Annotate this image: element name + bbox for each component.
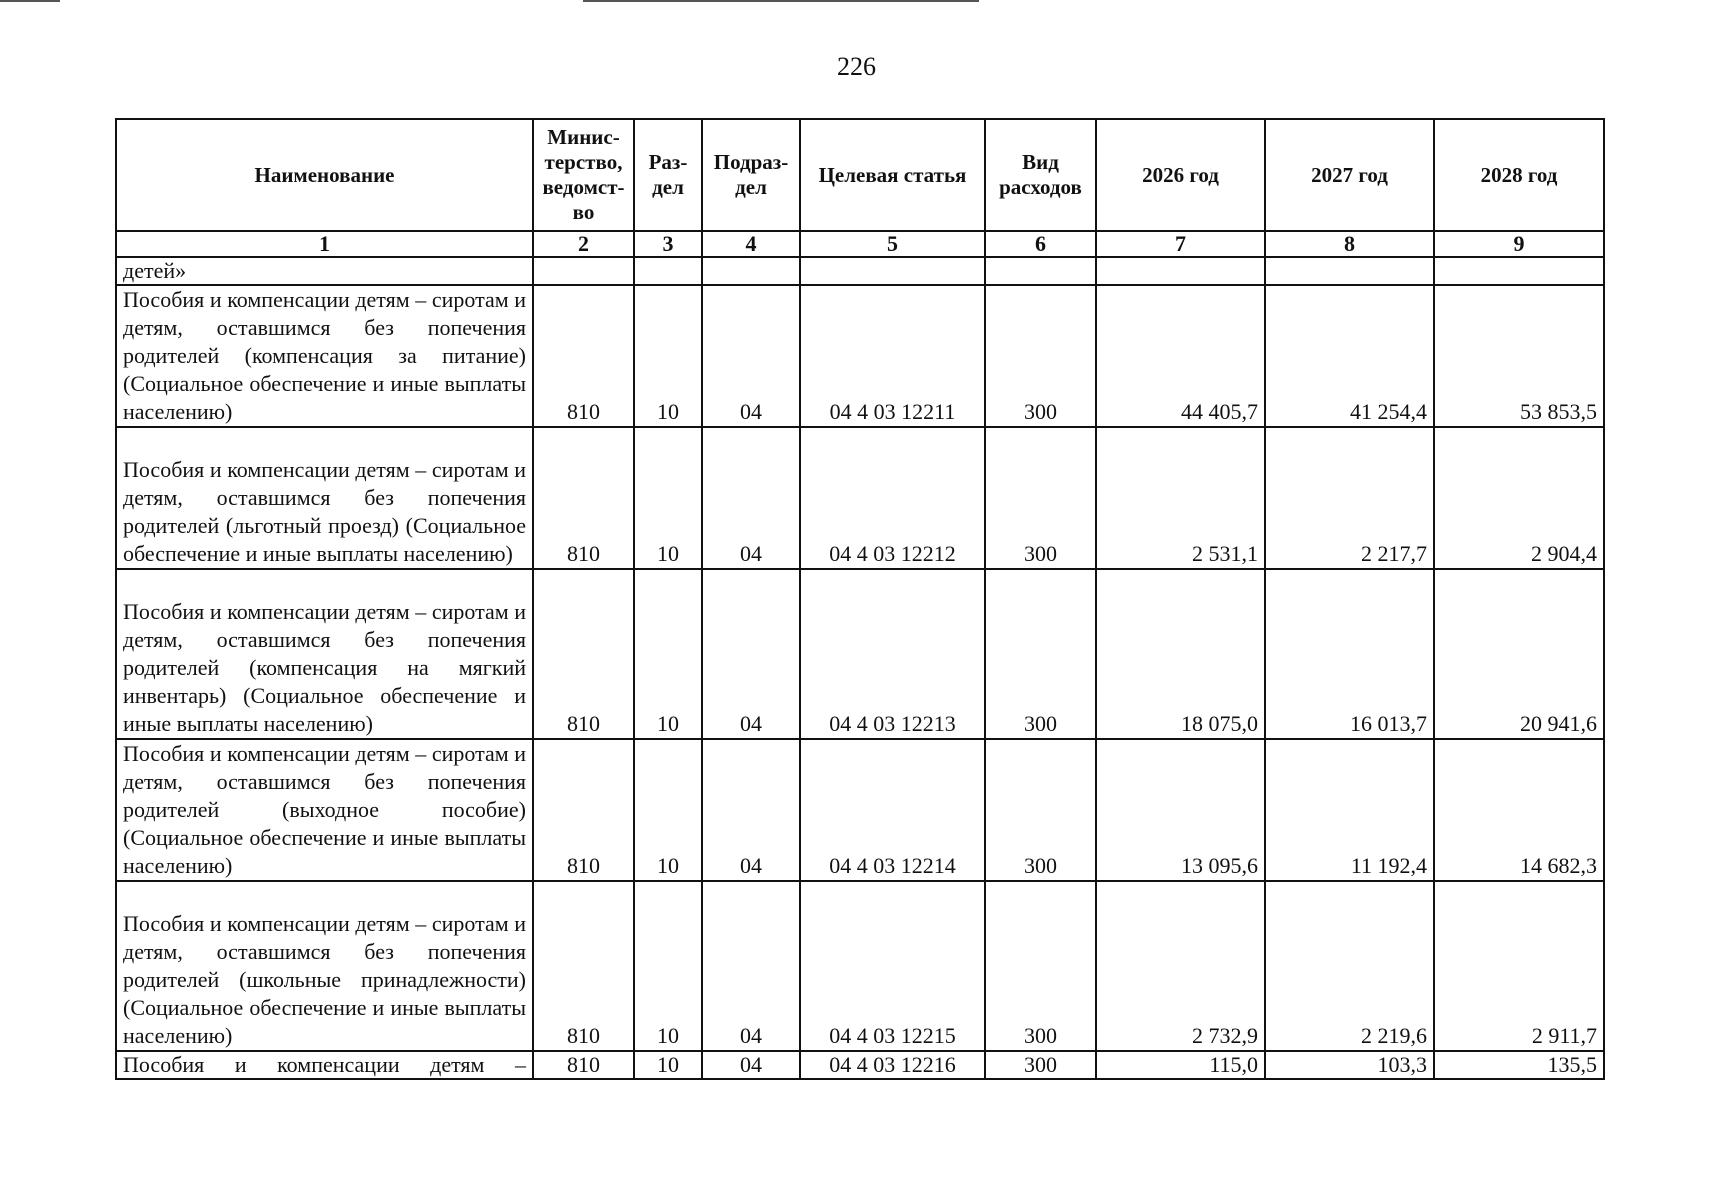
table-row <box>116 1051 1604 1079</box>
empty-cell <box>634 257 702 285</box>
header-2028: 2028 год <box>1434 119 1604 231</box>
page-number: 226 <box>837 52 876 81</box>
empty-cell <box>702 257 800 285</box>
column-number: 6 <box>985 231 1096 257</box>
row-name: Пособия и компенсации детям – сиротам и детям, оставшимся без попечения родителей (школьные принадлежности) (Социальное обеспечение и иные выплаты населению) <box>116 881 533 1051</box>
row-ministry: 810 <box>533 739 634 881</box>
row-vid: 300 <box>985 739 1096 881</box>
continuation-row <box>116 257 1604 285</box>
row-ministry: 810 <box>533 427 634 569</box>
continuation-text: детей» <box>116 257 533 285</box>
row-name: Пособия и компенсации детям – сиротам и детям, оставшимся без попечения родителей (льготный проезд) (Социальное обеспечение и иные выплаты населению) <box>116 427 533 569</box>
header-name: Наименование <box>116 119 533 231</box>
row-ministry: 810 <box>533 1051 634 1079</box>
table-row <box>116 881 1604 1051</box>
table-row <box>116 427 1604 569</box>
row-vid: 300 <box>985 427 1096 569</box>
row-vid: 300 <box>985 285 1096 427</box>
empty-cell <box>985 257 1096 285</box>
top-rule-center <box>583 0 979 2</box>
table-row <box>116 569 1604 739</box>
row-2028: 2 904,4 <box>1434 427 1604 569</box>
row-2027: 2 219,6 <box>1265 881 1434 1051</box>
row-celevaya: 04 4 03 12216 <box>800 1051 985 1079</box>
budget-table <box>115 118 1605 1080</box>
header-row <box>116 119 1604 231</box>
row-celevaya: 04 4 03 12212 <box>800 427 985 569</box>
row-razdel: 10 <box>634 569 702 739</box>
column-number: 1 <box>116 231 533 257</box>
row-razdel: 10 <box>634 427 702 569</box>
row-celevaya: 04 4 03 12213 <box>800 569 985 739</box>
row-ministry: 810 <box>533 881 634 1051</box>
row-2027: 16 013,7 <box>1265 569 1434 739</box>
column-number: 7 <box>1096 231 1265 257</box>
row-2026: 115,0 <box>1096 1051 1265 1079</box>
row-2026: 44 405,7 <box>1096 285 1265 427</box>
empty-cell <box>533 257 634 285</box>
column-number: 9 <box>1434 231 1604 257</box>
row-2027: 2 217,7 <box>1265 427 1434 569</box>
row-ministry: 810 <box>533 285 634 427</box>
row-podrazdel: 04 <box>702 739 800 881</box>
row-vid: 300 <box>985 1051 1096 1079</box>
row-ministry: 810 <box>533 569 634 739</box>
row-razdel: 10 <box>634 1051 702 1079</box>
empty-cell <box>1096 257 1265 285</box>
header-vid: Вид расходов <box>985 119 1096 231</box>
header-2026: 2026 год <box>1096 119 1265 231</box>
row-2028: 20 941,6 <box>1434 569 1604 739</box>
top-rule-left <box>0 0 60 2</box>
row-name: Пособия и компенсации детям – сиротам и детям, оставшимся без попечения родителей (компенсация за питание) (Социальное обеспечение и иные выплаты населению) <box>116 285 533 427</box>
column-number: 8 <box>1265 231 1434 257</box>
row-celevaya: 04 4 03 12215 <box>800 881 985 1051</box>
row-razdel: 10 <box>634 739 702 881</box>
column-number-row <box>116 231 1604 257</box>
row-razdel: 10 <box>634 881 702 1051</box>
row-2026: 2 531,1 <box>1096 427 1265 569</box>
empty-cell <box>1265 257 1434 285</box>
header-2027: 2027 год <box>1265 119 1434 231</box>
header-ministry: Минис-терство, ведомст-во <box>533 119 634 231</box>
row-celevaya: 04 4 03 12211 <box>800 285 985 427</box>
row-podrazdel: 04 <box>702 427 800 569</box>
row-2026: 18 075,0 <box>1096 569 1265 739</box>
empty-cell <box>800 257 985 285</box>
header-razdel: Раз-дел <box>634 119 702 231</box>
empty-cell <box>1434 257 1604 285</box>
column-number: 4 <box>702 231 800 257</box>
row-podrazdel: 04 <box>702 569 800 739</box>
row-2027: 11 192,4 <box>1265 739 1434 881</box>
table-row <box>116 739 1604 881</box>
row-podrazdel: 04 <box>702 881 800 1051</box>
header-podrazdel: Подраз-дел <box>702 119 800 231</box>
column-number: 3 <box>634 231 702 257</box>
row-2027: 103,3 <box>1265 1051 1434 1079</box>
column-number: 2 <box>533 231 634 257</box>
row-2027: 41 254,4 <box>1265 285 1434 427</box>
row-2026: 2 732,9 <box>1096 881 1265 1051</box>
row-name: Пособия и компенсации детям – <box>116 1051 533 1079</box>
table-row <box>116 285 1604 427</box>
row-2028: 135,5 <box>1434 1051 1604 1079</box>
row-2028: 14 682,3 <box>1434 739 1604 881</box>
row-celevaya: 04 4 03 12214 <box>800 739 985 881</box>
row-podrazdel: 04 <box>702 285 800 427</box>
row-podrazdel: 04 <box>702 1051 800 1079</box>
row-name: Пособия и компенсации детям – сиротам и детям, оставшимся без попечения родителей (компенсация на мягкий инвентарь) (Социальное обеспечение и иные выплаты населению) <box>116 569 533 739</box>
row-vid: 300 <box>985 569 1096 739</box>
row-2026: 13 095,6 <box>1096 739 1265 881</box>
row-razdel: 10 <box>634 285 702 427</box>
row-2028: 2 911,7 <box>1434 881 1604 1051</box>
row-name: Пособия и компенсации детям – сиротам и детям, оставшимся без попечения родителей (выходное пособие) (Социальное обеспечение и иные выплаты населению) <box>116 739 533 881</box>
header-celevaya: Целевая статья <box>800 119 985 231</box>
row-2028: 53 853,5 <box>1434 285 1604 427</box>
column-number: 5 <box>800 231 985 257</box>
row-vid: 300 <box>985 881 1096 1051</box>
